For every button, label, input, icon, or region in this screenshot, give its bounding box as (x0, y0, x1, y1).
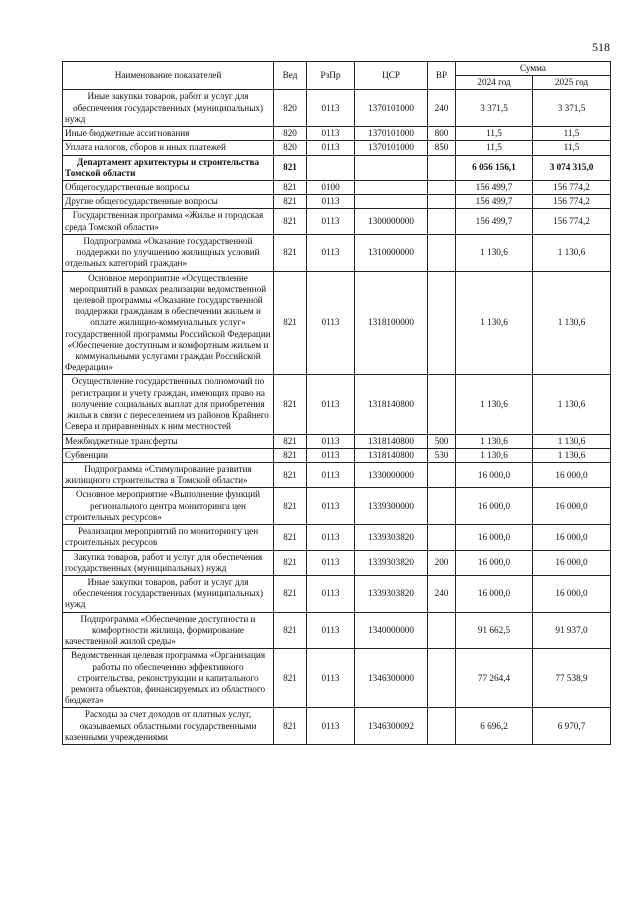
cell-name: Общегосударственные вопросы (63, 180, 274, 194)
cell-rzpr: 0113 (307, 434, 355, 448)
table-row (63, 488, 611, 525)
cell-csr (355, 180, 428, 194)
cell-csr (355, 155, 428, 180)
cell-csr: 1339303820 (355, 525, 428, 550)
cell-rzpr: 0113 (307, 612, 355, 649)
cell-csr: 1370101000 (355, 141, 428, 155)
cell-2025: 1 130,6 (533, 434, 611, 448)
cell-2024: 91 662,5 (456, 612, 533, 649)
table-row (63, 463, 611, 488)
cell-name: Департамент архитектуры и строительства Томской области (63, 155, 274, 180)
cell-ved: 821 (274, 448, 307, 462)
cell-2024: 1 130,6 (456, 234, 533, 271)
cell-name: Подпрограмма «Обеспечение доступности и комфортности жилища, формирование качественной жилой среды» (63, 612, 274, 649)
cell-csr: 1340000000 (355, 612, 428, 649)
cell-2025: 1 130,6 (533, 234, 611, 271)
cell-vr (428, 612, 456, 649)
cell-vr: 240 (428, 575, 456, 612)
cell-vr: 530 (428, 448, 456, 462)
cell-ved: 821 (274, 463, 307, 488)
cell-name: Иные закупки товаров, работ и услуг для обеспечения государственных (муниципальных) нужд (63, 575, 274, 612)
cell-rzpr: 0113 (307, 375, 355, 434)
cell-rzpr: 0113 (307, 209, 355, 234)
cell-name: Основное мероприятие «Осуществление мероприятий в рамках реализации ведомственной целевой программы «Оказание государственной поддержки гражданам в обеспечении жильем и оплате жилищно-коммунальных услуг» государственной программы Российской Федерации «Обеспечение доступным и комфортным жильем и коммунальными услугами граждан Российской Федерации» (63, 271, 274, 375)
cell-ved: 821 (274, 375, 307, 434)
cell-rzpr: 0113 (307, 234, 355, 271)
cell-2024: 1 130,6 (456, 271, 533, 375)
cell-rzpr: 0113 (307, 525, 355, 550)
table-row (63, 209, 611, 234)
cell-csr: 1310000000 (355, 234, 428, 271)
cell-2025: 16 000,0 (533, 525, 611, 550)
cell-2024: 1 130,6 (456, 375, 533, 434)
cell-2024: 11,5 (456, 127, 533, 141)
cell-name: Подпрограмма «Оказание государственной поддержки по улучшению жилищных условий отдельных категорий граждан» (63, 234, 274, 271)
cell-rzpr: 0113 (307, 463, 355, 488)
table-row (63, 180, 611, 194)
cell-csr: 1318140800 (355, 375, 428, 434)
cell-csr: 1339300000 (355, 488, 428, 525)
cell-csr: 1318140800 (355, 448, 428, 462)
cell-vr (428, 209, 456, 234)
cell-rzpr: 0100 (307, 180, 355, 194)
table-row (63, 550, 611, 575)
cell-vr (428, 463, 456, 488)
cell-csr (355, 195, 428, 209)
cell-2024: 6 696,2 (456, 708, 533, 745)
cell-2025: 3 074 315,0 (533, 155, 611, 180)
cell-csr: 1346300000 (355, 649, 428, 708)
cell-2024: 16 000,0 (456, 575, 533, 612)
cell-vr (428, 271, 456, 375)
cell-csr: 1318140800 (355, 434, 428, 448)
cell-ved: 820 (274, 127, 307, 141)
cell-ved: 821 (274, 271, 307, 375)
cell-csr: 1318100000 (355, 271, 428, 375)
cell-csr: 1330000000 (355, 463, 428, 488)
cell-ved: 821 (274, 195, 307, 209)
cell-name: Осуществление государственных полномочий по регистрации и учету граждан, имеющих право на получение социальных выплат для приобретения жилья в связи с переселением из районов Крайнего Севера и приравненных к ним местностей (63, 375, 274, 434)
cell-rzpr: 0113 (307, 141, 355, 155)
cell-2025: 156 774,2 (533, 180, 611, 194)
cell-ved: 821 (274, 708, 307, 745)
cell-rzpr: 0113 (307, 127, 355, 141)
header-year-2025: 2025 год (533, 76, 611, 90)
cell-2025: 16 000,0 (533, 550, 611, 575)
table-row (63, 434, 611, 448)
cell-csr: 1300000000 (355, 209, 428, 234)
cell-2024: 16 000,0 (456, 463, 533, 488)
cell-2024: 3 371,5 (456, 90, 533, 127)
cell-vr (428, 155, 456, 180)
header-name: Наименование показателей (63, 62, 274, 90)
table-row (63, 448, 611, 462)
cell-name: Уплата налогов, сборов и иных платежей (63, 141, 274, 155)
cell-2025: 16 000,0 (533, 488, 611, 525)
table-row (63, 708, 611, 745)
page-number: 518 (592, 40, 610, 54)
table-row (63, 271, 611, 375)
cell-2025: 16 000,0 (533, 575, 611, 612)
cell-2024: 11,5 (456, 141, 533, 155)
cell-ved: 821 (274, 434, 307, 448)
cell-name: Межбюджетные трансферты (63, 434, 274, 448)
cell-ved: 820 (274, 90, 307, 127)
table-row (63, 375, 611, 434)
cell-rzpr: 0113 (307, 575, 355, 612)
cell-2025: 3 371,5 (533, 90, 611, 127)
header-vr: ВР (428, 62, 456, 90)
cell-name: Другие общегосударственные вопросы (63, 195, 274, 209)
cell-2025: 6 970,7 (533, 708, 611, 745)
cell-name: Основное мероприятие «Выполнение функций регионального центра мониторинга цен строительных ресурсов» (63, 488, 274, 525)
table-row (63, 575, 611, 612)
cell-vr (428, 180, 456, 194)
cell-ved: 821 (274, 525, 307, 550)
header-sum: Сумма (456, 62, 611, 76)
cell-vr (428, 234, 456, 271)
cell-vr: 240 (428, 90, 456, 127)
cell-2025: 77 538,9 (533, 649, 611, 708)
budget-table (62, 61, 611, 745)
cell-rzpr: 0113 (307, 649, 355, 708)
table-row (63, 612, 611, 649)
cell-2025: 16 000,0 (533, 463, 611, 488)
cell-name: Иные бюджетные ассигнования (63, 127, 274, 141)
cell-ved: 821 (274, 612, 307, 649)
table-row (63, 525, 611, 550)
cell-name: Субвенции (63, 448, 274, 462)
cell-2025: 1 130,6 (533, 375, 611, 434)
header-rzpr: РзПр (307, 62, 355, 90)
table-row (63, 649, 611, 708)
table-row (63, 155, 611, 180)
table-body (63, 90, 611, 745)
cell-2025: 156 774,2 (533, 195, 611, 209)
cell-name: Государственная программа «Жилье и городская среда Томской области» (63, 209, 274, 234)
cell-rzpr: 0113 (307, 195, 355, 209)
table-row (63, 234, 611, 271)
cell-name: Ведомственная целевая программа «Организация работы по обеспечению эффективного строительства, реконструкции и капитального ремонта объектов, финансируемых из областного бюджета» (63, 649, 274, 708)
cell-2024: 156 499,7 (456, 195, 533, 209)
cell-csr: 1339303820 (355, 575, 428, 612)
cell-ved: 821 (274, 234, 307, 271)
cell-2024: 16 000,0 (456, 488, 533, 525)
cell-csr: 1339303820 (355, 550, 428, 575)
table-row (63, 195, 611, 209)
cell-ved: 821 (274, 155, 307, 180)
cell-csr: 1370101000 (355, 90, 428, 127)
table-row (63, 141, 611, 155)
cell-name: Расходы за счет доходов от платных услуг, оказываемых областными государственными казенными учреждениями (63, 708, 274, 745)
table-row (63, 127, 611, 141)
cell-2024: 6 056 156,1 (456, 155, 533, 180)
cell-vr (428, 195, 456, 209)
cell-rzpr: 0113 (307, 488, 355, 525)
cell-2024: 156 499,7 (456, 209, 533, 234)
cell-name: Закупка товаров, работ и услуг для обеспечения государственных (муниципальных) нужд (63, 550, 274, 575)
cell-vr (428, 488, 456, 525)
cell-name: Иные закупки товаров, работ и услуг для обеспечения государственных (муниципальных) нужд (63, 90, 274, 127)
cell-ved: 821 (274, 575, 307, 612)
cell-vr (428, 525, 456, 550)
cell-2024: 16 000,0 (456, 525, 533, 550)
cell-ved: 821 (274, 649, 307, 708)
cell-2024: 1 130,6 (456, 434, 533, 448)
cell-rzpr (307, 155, 355, 180)
cell-ved: 820 (274, 141, 307, 155)
cell-rzpr: 0113 (307, 271, 355, 375)
cell-2024: 1 130,6 (456, 448, 533, 462)
cell-2025: 11,5 (533, 127, 611, 141)
cell-rzpr: 0113 (307, 550, 355, 575)
cell-vr (428, 375, 456, 434)
table-row (63, 90, 611, 127)
cell-rzpr: 0113 (307, 90, 355, 127)
cell-2025: 1 130,6 (533, 271, 611, 375)
cell-2024: 156 499,7 (456, 180, 533, 194)
header-csr: ЦСР (355, 62, 428, 90)
cell-2025: 156 774,2 (533, 209, 611, 234)
cell-2025: 11,5 (533, 141, 611, 155)
cell-ved: 821 (274, 550, 307, 575)
cell-rzpr: 0113 (307, 708, 355, 745)
cell-vr: 850 (428, 141, 456, 155)
cell-vr: 500 (428, 434, 456, 448)
cell-vr: 200 (428, 550, 456, 575)
cell-2025: 91 937,0 (533, 612, 611, 649)
cell-ved: 821 (274, 209, 307, 234)
cell-vr: 800 (428, 127, 456, 141)
cell-ved: 821 (274, 180, 307, 194)
cell-ved: 821 (274, 488, 307, 525)
header-ved: Вед (274, 62, 307, 90)
cell-vr (428, 649, 456, 708)
cell-name: Подпрограмма «Стимулирование развития жилищного строительства в Томской области» (63, 463, 274, 488)
cell-2024: 77 264,4 (456, 649, 533, 708)
cell-csr: 1346300092 (355, 708, 428, 745)
cell-vr (428, 708, 456, 745)
cell-2025: 1 130,6 (533, 448, 611, 462)
cell-csr: 1370101000 (355, 127, 428, 141)
cell-name: Реализация мероприятий по мониторингу цен строительных ресурсов (63, 525, 274, 550)
cell-2024: 16 000,0 (456, 550, 533, 575)
header-year-2024: 2024 год (456, 76, 533, 90)
cell-rzpr: 0113 (307, 448, 355, 462)
